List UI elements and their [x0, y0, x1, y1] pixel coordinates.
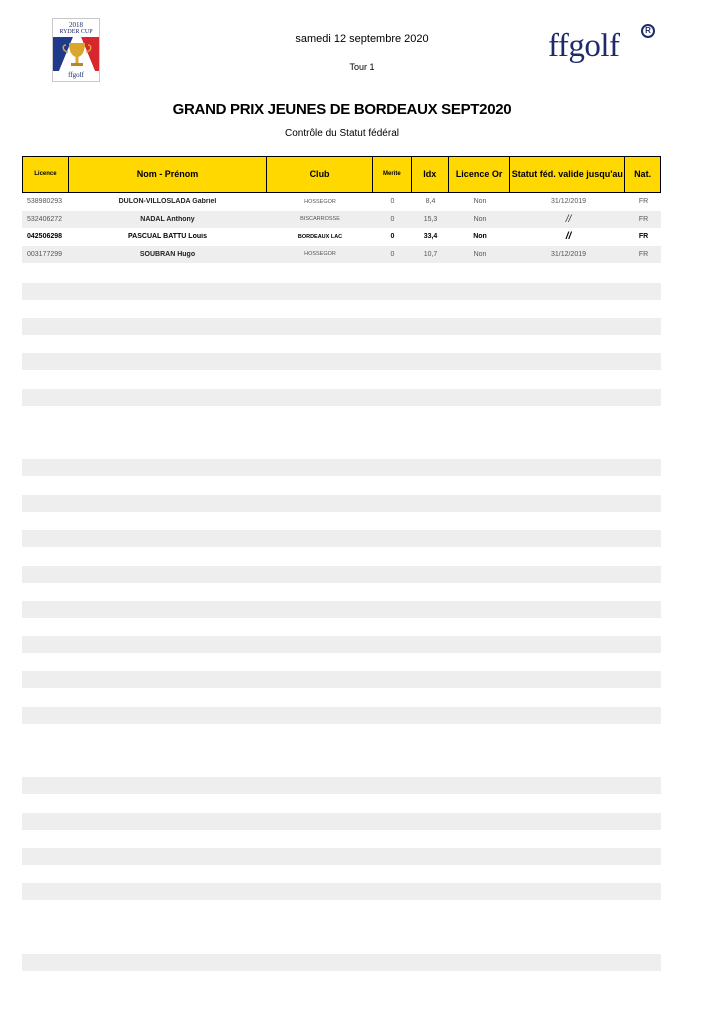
idx-cell: 8,4 [425, 198, 436, 206]
empty-row-stripe [22, 601, 661, 618]
name-cell: DULON-VILLOSLADA Gabriel [118, 198, 217, 206]
logo-brand: ffgolf [68, 71, 84, 79]
empty-row-stripe [22, 530, 661, 547]
empty-row-stripe [22, 459, 661, 476]
statut-cell: 31/12/2019 [550, 250, 587, 258]
nat-cell: FR [638, 250, 649, 258]
merite-cell: 0 [390, 233, 395, 241]
name-cell: SOUBRAN Hugo [139, 250, 196, 258]
licence-cell: 003177299 [27, 250, 63, 258]
idx-cell: 15,3 [423, 215, 438, 223]
statut-cell: // [565, 231, 572, 243]
status-table [22, 156, 661, 263]
licence-or-cell: Non [473, 215, 487, 223]
logo-name: RYDER CUP [59, 29, 93, 35]
col-club: Club [267, 157, 373, 192]
statut-cell: // [565, 213, 572, 225]
empty-row-stripe [22, 883, 661, 900]
table-row [22, 211, 661, 229]
col-merite: Merite [373, 157, 412, 192]
empty-row-stripe [22, 707, 661, 724]
ryder-cup-logo [52, 18, 100, 82]
empty-row-stripe [22, 389, 661, 406]
idx-cell: 33,4 [423, 233, 438, 241]
empty-row-stripe [22, 954, 661, 971]
col-name: Nom - Prénom [69, 157, 267, 192]
licence-or-cell: Non [473, 198, 487, 206]
name-cell: NADAL Anthony [140, 215, 195, 223]
empty-row-stripe [22, 495, 661, 512]
licence-or-cell: Non [473, 233, 487, 241]
statut-cell: 31/12/2019 [550, 198, 587, 206]
empty-row-stripe [22, 777, 661, 794]
club-cell: HOSSEGOR [304, 198, 336, 205]
page-subtitle: Contrôle du Statut fédéral [285, 128, 399, 139]
table-header [22, 156, 661, 193]
empty-row-stripe [22, 283, 661, 300]
page-title: GRAND PRIX JEUNES DE BORDEAUX SEPT2020 [172, 101, 512, 118]
empty-row-stripe [22, 566, 661, 583]
logo-year: 2018 [69, 21, 83, 29]
table-row [22, 193, 661, 211]
merite-cell: 0 [390, 198, 395, 206]
col-licence-or: Licence Or [449, 157, 511, 192]
idx-cell: 10,7 [423, 250, 438, 258]
nat-cell: FR [638, 198, 649, 206]
licence-cell: 532406272 [27, 215, 63, 223]
col-licence: Licence [23, 157, 69, 192]
club-cell: BISCARROSSE [300, 216, 340, 223]
empty-row-stripe [22, 848, 661, 865]
merite-cell: 0 [390, 250, 395, 258]
empty-row-stripe [22, 671, 661, 688]
merite-cell: 0 [390, 215, 395, 223]
registered-mark-icon: R [641, 24, 655, 38]
table-row [22, 246, 661, 264]
nat-cell: FR [638, 215, 649, 223]
name-cell: PASCUAL BATTU Louis [128, 233, 207, 241]
licence-cell: 538980293 [27, 198, 63, 206]
col-statut: Statut féd. valide jusqu'au [510, 157, 625, 192]
ffgolf-logo-text: ffgolf [548, 28, 620, 64]
nat-cell: FR [638, 233, 649, 241]
col-idx: Idx [412, 157, 449, 192]
empty-row-stripe [22, 813, 661, 830]
club-cell: BORDEAUX LAC [297, 233, 343, 240]
licence-cell: 042506298 [27, 233, 63, 241]
table-row [22, 228, 661, 246]
round-label: Tour 1 [349, 62, 375, 72]
licence-or-cell: Non [473, 250, 487, 258]
empty-row-stripe [22, 353, 661, 370]
club-cell: HOSSEGOR [304, 251, 336, 258]
empty-row-stripe [22, 318, 661, 335]
col-nat: Nat. [634, 169, 652, 179]
event-date: samedi 12 septembre 2020 [295, 33, 429, 45]
empty-row-stripe [22, 636, 661, 653]
